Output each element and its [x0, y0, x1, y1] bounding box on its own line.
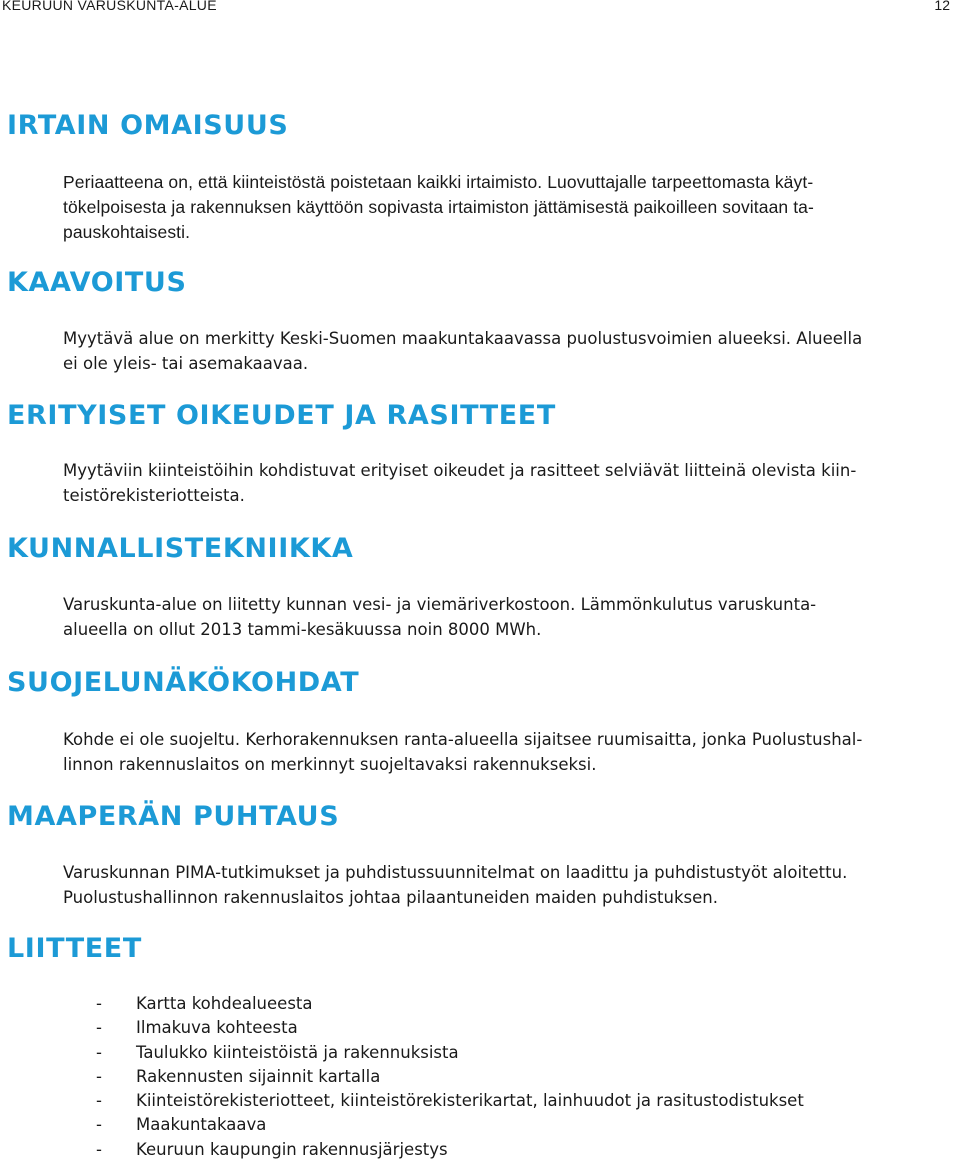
- paragraph-line: Varuskunnan PIMA-tutkimukset ja puhdistussuunnitelmat on laadittu ja puhdistustyöt aloitettu.: [63, 863, 848, 882]
- paragraph-line: teistörekisteriotteista.: [63, 486, 245, 505]
- bullet-dash: -: [96, 1091, 102, 1111]
- attachment-item: [96, 1113, 804, 1137]
- attachment-item: [96, 1089, 804, 1113]
- paragraph-line: Periaatteena on, että kiinteistöstä poistetaan kaikki irtaimisto. Luovuttajalle tarpeettomasta käyt-: [63, 172, 814, 192]
- attachment-label: Kartta kohdealueesta: [136, 994, 313, 1013]
- attachment-label: Ilmakuva kohteesta: [136, 1018, 298, 1038]
- paragraph-line: Puolustushallinnon rakennuslaitos johtaa pilaantuneiden maiden puhdistuksen.: [63, 888, 718, 907]
- paragraph-erityiset-oikeudet: [63, 458, 951, 508]
- bullet-dash: -: [96, 1018, 102, 1038]
- heading-erityiset-oikeudet: ERITYISET OIKEUDET JA RASITTEET: [7, 400, 556, 431]
- paragraph-line: pauskohtaisesti.: [63, 222, 191, 242]
- paragraph-kunnallistekniikka: [63, 592, 951, 642]
- paragraph-line: alueella on ollut 2013 tammi-kesäkuussa noin 8000 MWh.: [63, 620, 542, 639]
- paragraph-line: Myytäviin kiinteistöihin kohdistuvat erityiset oikeudet ja rasitteet selviävät liitteinä olevista kiin-: [63, 461, 857, 480]
- paragraph-line: ei ole yleis- tai asemakaavaa.: [63, 354, 309, 373]
- paragraph-maaperan-puhtaus: [63, 860, 951, 910]
- page-number: 12: [934, 0, 950, 13]
- attachment-label: Maakuntakaava: [136, 1115, 267, 1135]
- bullet-dash: -: [96, 994, 102, 1013]
- attachments-list: [96, 992, 804, 1162]
- paragraph-line: Kohde ei ole suojeltu. Kerhorakennuksen ranta-alueella sijaitsee ruumisaitta, jonka Puolustushal-: [63, 730, 863, 749]
- heading-suojelunakokohdat: SUOJELUNÄKÖKOHDAT: [7, 667, 360, 698]
- bullet-dash: -: [96, 1066, 102, 1086]
- heading-kaavoitus: KAAVOITUS: [7, 267, 187, 298]
- paragraph-line: Myytävä alue on merkitty Keski-Suomen maakuntakaavassa puolustusvoimien alueeksi. Alueella: [63, 329, 863, 348]
- attachment-item: [96, 1065, 804, 1089]
- heading-irtain-omaisuus: IRTAIN OMAISUUS: [7, 110, 289, 141]
- attachment-label: Rakennusten sijainnit kartalla: [136, 1066, 381, 1086]
- paragraph-line: tökelpoisesta ja rakennuksen käyttöön sopivasta irtaimiston jättämisestä paikoilleen sovitaan ta-: [63, 197, 814, 217]
- bullet-dash: -: [96, 1115, 102, 1135]
- attachment-item: [96, 1041, 804, 1065]
- heading-liitteet: LIITTEET: [7, 933, 142, 964]
- attachment-label: Taulukko kiinteistöistä ja rakennuksista: [136, 1042, 459, 1062]
- document-title: KEURUUN VARUSKUNTA-ALUE: [2, 0, 217, 13]
- paragraph-suojelunakokohdat: [63, 727, 951, 777]
- paragraph-line: linnon rakennuslaitos on merkinnyt suojeltavaksi rakennukseksi.: [63, 755, 597, 774]
- attachment-label: Keuruun kaupungin rakennusjärjestys: [136, 1139, 448, 1159]
- attachment-item: [96, 1016, 804, 1040]
- bullet-dash: -: [96, 1139, 102, 1159]
- attachment-item: [96, 1138, 804, 1162]
- paragraph-irtain-omaisuus: [63, 170, 951, 245]
- paragraph-kaavoitus: [63, 326, 951, 376]
- bullet-dash: -: [96, 1042, 102, 1062]
- running-header: [0, 0, 960, 14]
- heading-maaperan-puhtaus: MAAPERÄN PUHTAUS: [7, 801, 340, 832]
- heading-kunnallistekniikka: KUNNALLISTEKNIIKKA: [7, 533, 354, 564]
- attachment-label: Kiinteistörekisteriotteet, kiinteistörekisterikartat, lainhuudot ja rasitustodistukset: [136, 1091, 804, 1111]
- paragraph-line: Varuskunta-alue on liitetty kunnan vesi- ja viemäriverkostoon. Lämmönkulutus varuskunta-: [63, 595, 817, 614]
- attachment-item: [96, 992, 804, 1016]
